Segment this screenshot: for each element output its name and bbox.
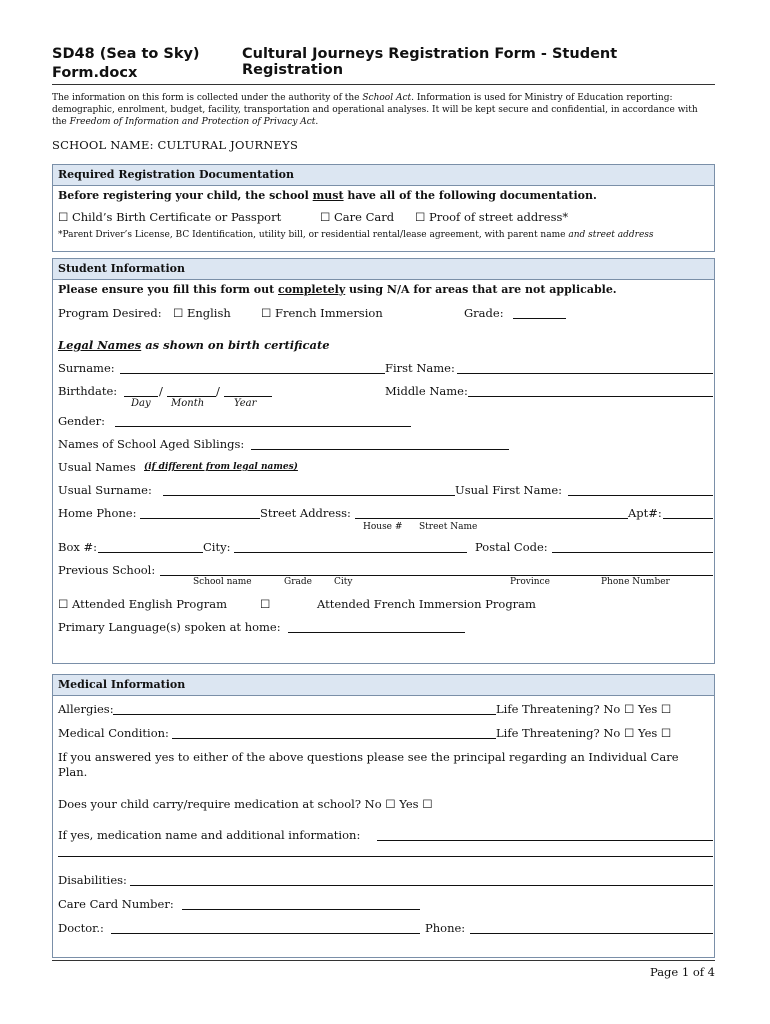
section-title: Required Registration Documentation xyxy=(53,165,714,186)
usual-surname-label: Usual Surname: xyxy=(58,483,152,497)
middle-name-field[interactable] xyxy=(468,384,713,397)
city-field[interactable] xyxy=(234,540,467,553)
care-card-checkbox[interactable]: ☐ Care Card xyxy=(320,210,395,224)
box-label: Box #: xyxy=(58,540,98,554)
street-address-label: Street Address: xyxy=(260,506,351,520)
allergies-label: Allergies: xyxy=(58,702,114,716)
street-address-field[interactable] xyxy=(355,506,628,519)
doctor-field[interactable] xyxy=(111,921,420,934)
birth-month-field[interactable] xyxy=(167,384,216,397)
first-name-label: First Name: xyxy=(385,361,455,375)
required-docs-section xyxy=(52,164,715,252)
header-district: SD48 (Sea to Sky) xyxy=(52,46,200,62)
usual-first-name-label: Usual First Name: xyxy=(455,483,563,497)
middle-name-label: Middle Name: xyxy=(385,384,468,398)
program-label: Program Desired: xyxy=(58,306,162,320)
form-page xyxy=(52,44,715,958)
surname-field[interactable] xyxy=(120,361,385,374)
birth-cert-checkbox[interactable]: ☐ Child’s Birth Certificate or Passport xyxy=(58,210,282,224)
student-info-section: Student Information Please ensure you fill this form out completely using N/A for areas that are not applicable. Program Desired: ☐ English ☐ French Immersion Grade: Legal Names as shown on birth certificate Surname: First Name: Birthdate: / / Day Month Year Middle Name: Gender: Names of School Aged Siblings: Usual Names (if different from legal names) Usual Surname: Usual First Name: Home Phone: Street Address: Apt#: House # Street Name Box #: City: Postal Code: Previous School: School name Grade City Province Phone Number ☐ Attended English Program ☐ Attended French Immersion Program Primary Language(s) spoken at home: xyxy=(52,258,715,664)
privacy-notice: The information on this form is collected under the authority of the School Act. Information is used for Ministry of Education reporting: demographic, enrolment, budget, facility, transportation and operational analyses. It will be kept secure and confidential, in accordance with the Freedom of Information and Protection of Privacy Act. xyxy=(52,93,698,127)
attended-english-checkbox[interactable]: ☐ Attended English Program xyxy=(58,597,227,611)
medication-info-field-2[interactable] xyxy=(58,844,713,857)
primary-language-label: Primary Language(s) spoken at home: xyxy=(58,620,281,634)
legal-names-heading: Legal Names as shown on birth certificate xyxy=(58,338,330,352)
student-info-lead: Please ensure you fill this form out completely using N/A for areas that are not applicable. xyxy=(58,283,617,296)
usual-names-note: (if different from legal names) xyxy=(144,462,298,472)
disabilities-label: Disabilities: xyxy=(58,873,127,887)
home-phone-label: Home Phone: xyxy=(58,506,137,520)
medical-info-section xyxy=(52,674,715,958)
previous-school-label: Previous School: xyxy=(58,563,156,577)
postal-code-label: Postal Code: xyxy=(475,540,548,554)
primary-language-field[interactable] xyxy=(288,620,465,633)
care-card-label: Care Card Number: xyxy=(58,897,174,911)
disabilities-field[interactable] xyxy=(130,873,713,886)
doctor-phone-field[interactable] xyxy=(470,921,713,934)
medical-condition-field[interactable] xyxy=(172,726,496,739)
siblings-field[interactable] xyxy=(251,437,509,450)
first-name-field[interactable] xyxy=(457,361,713,374)
gender-field[interactable] xyxy=(115,414,411,427)
carry-medication-question[interactable]: Does your child carry/require medication at school? No ☐ Yes ☐ xyxy=(58,797,433,811)
postal-code-field[interactable] xyxy=(552,540,713,553)
allergies-field[interactable] xyxy=(113,702,496,715)
french-immersion-checkbox[interactable]: ☐ French Immersion xyxy=(261,306,383,320)
care-card-field[interactable] xyxy=(182,897,420,910)
usual-names-label: Usual Names xyxy=(58,460,136,474)
previous-school-field[interactable] xyxy=(160,563,713,576)
medication-info-field[interactable] xyxy=(377,828,713,841)
grade-label: Grade: xyxy=(464,306,504,320)
school-name: SCHOOL NAME: CULTURAL JOURNEYS xyxy=(52,138,299,152)
city-label: City: xyxy=(203,540,231,554)
birth-day-field[interactable] xyxy=(124,384,158,397)
siblings-label: Names of School Aged Siblings: xyxy=(58,437,245,451)
condition-life-threatening[interactable]: Life Threatening? No ☐ Yes ☐ xyxy=(496,726,672,740)
allergies-life-threatening[interactable]: Life Threatening? No ☐ Yes ☐ xyxy=(496,702,672,716)
apt-label: Apt#: xyxy=(628,506,662,520)
box-field[interactable] xyxy=(98,540,203,553)
english-checkbox[interactable]: ☐ English xyxy=(173,306,231,320)
proof-address-checkbox[interactable]: ☐ Proof of street address* xyxy=(415,210,569,224)
gender-label: Gender: xyxy=(58,414,105,428)
care-plan-note: If you answered yes to either of the above questions please see the principal regarding an Individual Care Plan. xyxy=(58,750,679,779)
required-docs-lead: Before registering your child, the school must have all of the following documentation. xyxy=(58,189,597,202)
header-filename: Form.docx xyxy=(52,65,138,81)
section-title: Student Information xyxy=(53,259,714,280)
usual-first-name-field[interactable] xyxy=(568,483,713,496)
medication-info-label: If yes, medication name and additional information: xyxy=(58,828,361,842)
apt-field[interactable] xyxy=(663,506,713,519)
header-form-title: Cultural Journeys Registration Form - Student Registration xyxy=(242,46,618,78)
home-phone-field[interactable] xyxy=(140,506,260,519)
birth-year-field[interactable] xyxy=(224,384,272,397)
attended-french-checkbox[interactable]: ☐ xyxy=(260,597,271,611)
medical-condition-label: Medical Condition: xyxy=(58,726,169,740)
section-title: Medical Information xyxy=(53,675,714,696)
page-number: Page 1 of 4 xyxy=(649,965,715,979)
doctor-label: Doctor.: xyxy=(58,921,104,935)
doctor-phone-label: Phone: xyxy=(425,921,466,935)
grade-field[interactable] xyxy=(513,306,566,319)
usual-surname-field[interactable] xyxy=(163,483,455,496)
address-proof-note: *Parent Driver’s License, BC Identification, utility bill, or residential rental/lease agreement, with parent name and street address xyxy=(58,230,654,240)
birthdate-label: Birthdate: xyxy=(58,384,118,398)
attended-french-label: Attended French Immersion Program xyxy=(317,597,536,611)
page-footer xyxy=(52,960,715,979)
document-header xyxy=(52,44,715,85)
surname-label: Surname: xyxy=(58,361,115,375)
